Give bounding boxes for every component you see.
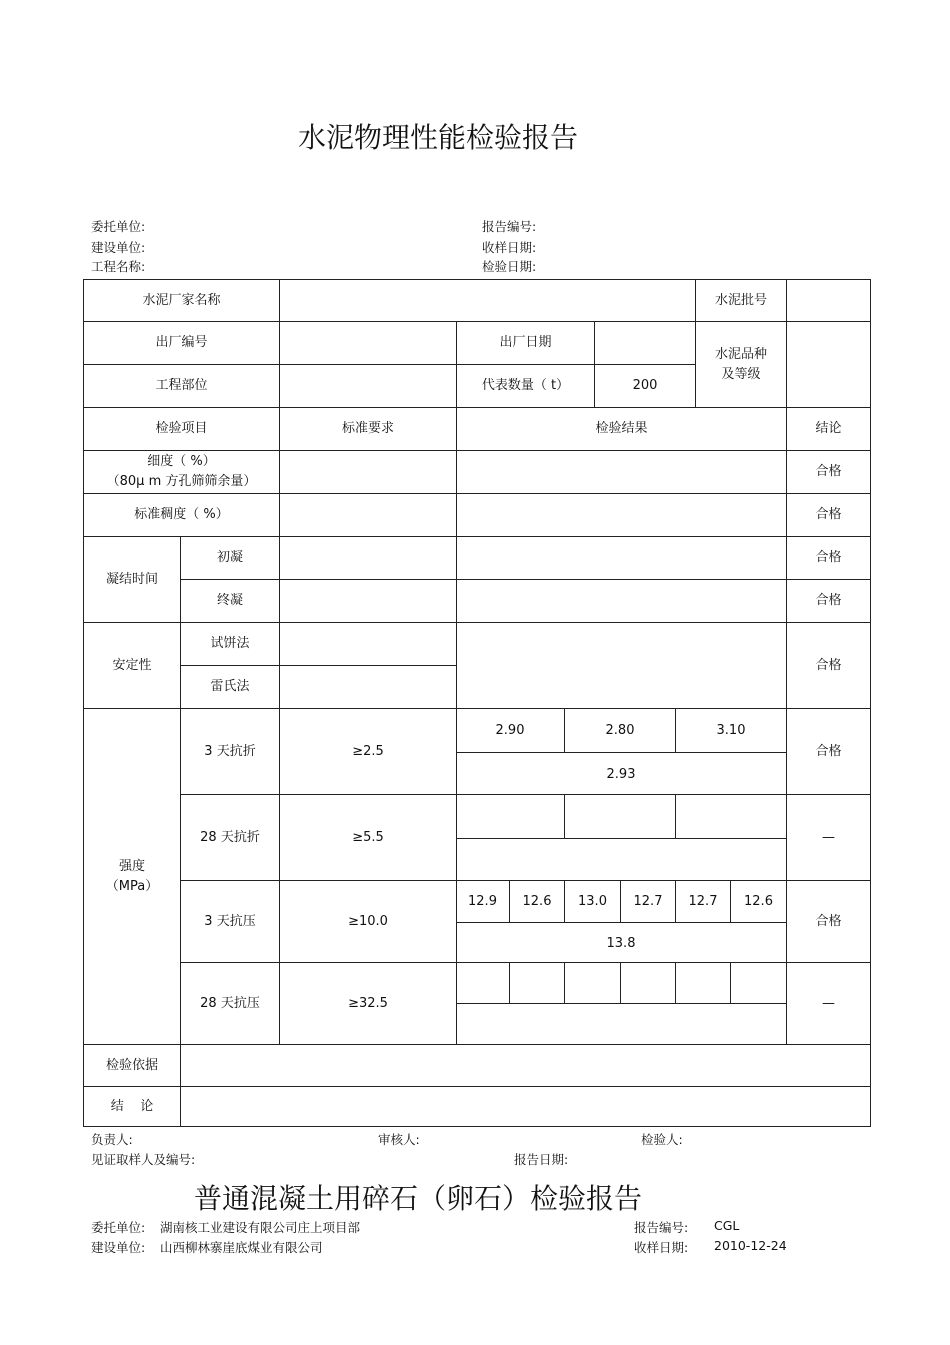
second-owner-value: 山西柳林寨崖底煤业有限公司 — [160, 1240, 323, 1255]
second-report-no-label: 报告编号: — [634, 1220, 689, 1235]
comp28-divider — [456, 1003, 786, 1004]
comp3-conclusion: 合格 — [787, 881, 871, 963]
initial-conclusion: 合格 — [787, 537, 871, 580]
comp3-value-1: 12.9 — [468, 894, 497, 909]
reviewer-label: 审核人: — [378, 1132, 420, 1147]
comp3-value-3: 13.0 — [578, 894, 607, 909]
comp28-standard: ≥32.5 — [280, 963, 457, 1045]
flex3-standard: ≥2.5 — [280, 709, 457, 795]
initial-standard — [280, 537, 457, 580]
flex3-average: 2.93 — [606, 767, 636, 782]
soundness-conclusion: 合格 — [787, 623, 871, 709]
le-standard — [280, 666, 457, 709]
comp3-average: 13.8 — [606, 936, 636, 951]
factory-no-label: 出厂编号 — [84, 322, 280, 365]
second-received-value: 2010-12-24 — [714, 1238, 787, 1253]
comp3-value-6: 12.6 — [744, 894, 773, 909]
site-value — [280, 365, 457, 408]
manufacturer-label: 水泥厂家名称 — [84, 280, 280, 322]
fineness-conclusion: 合格 — [787, 451, 871, 494]
comp3-label: 3 天抗压 — [181, 881, 280, 963]
comp28-vline-3 — [620, 962, 621, 1003]
witness-label: 见证取样人及编号: — [91, 1152, 196, 1167]
flex3-conclusion: 合格 — [787, 709, 871, 795]
report-table — [83, 279, 871, 1127]
conclusion-label: 结 论 — [84, 1087, 181, 1127]
flex28-label: 28 天抗折 — [181, 795, 280, 881]
flex3-value-1: 2.90 — [495, 723, 525, 738]
strength-label: 强度 （MPa） — [84, 709, 181, 1045]
page-title: 水泥物理性能检验报告 — [298, 121, 579, 154]
fineness-standard — [280, 451, 457, 494]
le-label: 雷氏法 — [181, 666, 280, 709]
flex28-vline-1 — [564, 795, 565, 838]
project-name-label: 工程名称: — [91, 259, 146, 274]
consistency-result — [457, 494, 787, 537]
comp3-value-2: 12.6 — [522, 894, 552, 909]
factory-no-value — [280, 322, 457, 365]
factory-date-value — [595, 322, 696, 365]
responsible-label: 负责人: — [91, 1132, 133, 1147]
initial-result — [457, 537, 787, 580]
col-conclusion: 结论 — [787, 408, 871, 451]
final-conclusion: 合格 — [787, 580, 871, 623]
second-client-label: 委托单位: — [91, 1220, 146, 1235]
fineness-label: 细度（ %） （80μ m 方孔筛筛余量） — [84, 451, 280, 494]
consistency-conclusion: 合格 — [787, 494, 871, 537]
conclusion-value — [181, 1087, 871, 1127]
flex28-vline-2 — [675, 795, 676, 838]
col-item: 检验项目 — [84, 408, 280, 451]
col-result: 检验结果 — [457, 408, 787, 451]
comp28-vline-4 — [675, 962, 676, 1003]
basis-label: 检验依据 — [84, 1045, 181, 1087]
factory-date-label: 出厂日期 — [457, 322, 595, 365]
comp3-standard: ≥10.0 — [280, 881, 457, 963]
final-label: 终凝 — [181, 580, 280, 623]
col-standard: 标准要求 — [280, 408, 457, 451]
client-label: 委托单位: — [91, 219, 146, 234]
report-date-label: 报告日期: — [514, 1152, 569, 1167]
second-report-title: 普通混凝土用碎石（卵石）检验报告 — [194, 1182, 643, 1215]
consistency-standard — [280, 494, 457, 537]
consistency-label: 标准稠度（ %） — [84, 494, 280, 537]
flex28-standard: ≥5.5 — [280, 795, 457, 881]
type-value — [787, 322, 871, 408]
test-date-label: 检验日期: — [482, 259, 537, 274]
comp28-conclusion: — — [787, 963, 871, 1045]
flex28-divider — [456, 838, 786, 839]
batch-label: 水泥批号 — [696, 280, 787, 322]
flex3-label: 3 天抗折 — [181, 709, 280, 795]
cake-label: 试饼法 — [181, 623, 280, 666]
second-client-value: 湖南核工业建设有限公司庄上项目部 — [160, 1220, 361, 1235]
comp28-vline-2 — [564, 962, 565, 1003]
comp28-vline-5 — [730, 962, 731, 1003]
basis-value — [181, 1045, 871, 1087]
fineness-result — [457, 451, 787, 494]
final-result — [457, 580, 787, 623]
flex3-value-2: 2.80 — [605, 723, 635, 738]
received-date-label: 收样日期: — [482, 240, 537, 255]
comp28-label: 28 天抗压 — [181, 963, 280, 1045]
manufacturer-value — [280, 280, 696, 322]
second-received-label: 收样日期: — [634, 1240, 689, 1255]
comp3-divider — [456, 922, 786, 923]
comp3-value-5: 12.7 — [688, 894, 718, 909]
inspector-label: 检验人: — [641, 1132, 683, 1147]
soundness-result — [457, 623, 787, 709]
soundness-label: 安定性 — [84, 623, 181, 709]
initial-label: 初凝 — [181, 537, 280, 580]
report-no-label: 报告编号: — [482, 219, 537, 234]
quantity-label: 代表数量（ t） — [457, 365, 595, 408]
batch-value — [787, 280, 871, 322]
final-standard — [280, 580, 457, 623]
second-report-no-value: CGL — [714, 1218, 740, 1233]
type-label: 水泥品种 及等级 — [696, 322, 787, 408]
setting-label: 凝结时间 — [84, 537, 181, 623]
flex28-conclusion: — — [787, 795, 871, 881]
comp3-value-4: 12.7 — [633, 894, 663, 909]
site-label: 工程部位 — [84, 365, 280, 408]
flex3-divider — [456, 752, 786, 753]
cake-standard — [280, 623, 457, 666]
comp28-vline-1 — [509, 962, 510, 1003]
second-owner-label: 建设单位: — [91, 1240, 146, 1255]
project-owner-label: 建设单位: — [91, 240, 146, 255]
flex3-value-3: 3.10 — [716, 723, 746, 738]
quantity-value: 200 — [595, 365, 696, 408]
